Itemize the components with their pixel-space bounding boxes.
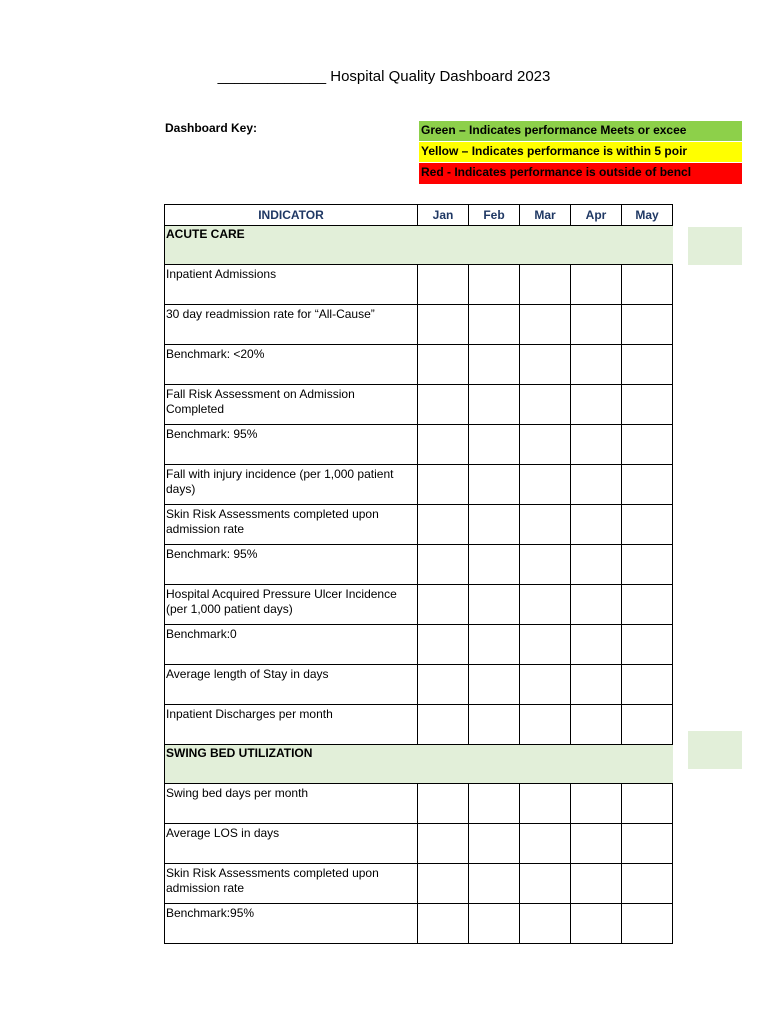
key-green: Green – Indicates performance Meets or excee — [419, 121, 742, 141]
month-cell-feb[interactable] — [469, 465, 520, 505]
dashboard-key-label: Dashboard Key: — [165, 121, 258, 135]
month-cell-may[interactable] — [622, 465, 673, 505]
quality-dashboard-table — [164, 204, 673, 944]
indicator-cell: Inpatient Discharges per month — [165, 705, 418, 745]
month-cell-jan[interactable] — [418, 904, 469, 944]
month-cell-jan[interactable] — [418, 305, 469, 345]
month-cell-jan[interactable] — [418, 545, 469, 585]
month-cell-feb[interactable] — [469, 585, 520, 625]
table-row — [165, 784, 673, 824]
month-cell-may[interactable] — [622, 665, 673, 705]
header-may: May — [622, 205, 673, 226]
table-row — [165, 465, 673, 505]
month-cell-mar[interactable] — [520, 625, 571, 665]
month-cell-apr[interactable] — [571, 585, 622, 625]
indicator-cell: Benchmark: 95% — [165, 545, 418, 585]
indicator-cell: Hospital Acquired Pressure Ulcer Incidence (per 1,000 patient days) — [165, 585, 418, 625]
table-row — [165, 904, 673, 944]
section-band-extension — [688, 731, 742, 769]
indicator-cell: Inpatient Admissions — [165, 265, 418, 305]
indicator-cell: Average LOS in days — [165, 824, 418, 864]
table-row — [165, 505, 673, 545]
indicator-cell: Skin Risk Assessments completed upon admission rate — [165, 864, 418, 904]
month-cell-apr[interactable] — [571, 345, 622, 385]
month-cell-jan[interactable] — [418, 465, 469, 505]
title-text: Hospital Quality Dashboard 2023 — [330, 68, 551, 85]
month-cell-mar[interactable] — [520, 665, 571, 705]
header-mar: Mar — [520, 205, 571, 226]
month-cell-jan[interactable] — [418, 265, 469, 305]
month-cell-may[interactable] — [622, 824, 673, 864]
month-cell-may[interactable] — [622, 265, 673, 305]
month-cell-apr[interactable] — [571, 784, 622, 824]
month-cell-jan[interactable] — [418, 345, 469, 385]
month-cell-mar[interactable] — [520, 784, 571, 824]
month-cell-apr[interactable] — [571, 425, 622, 465]
month-cell-may[interactable] — [622, 625, 673, 665]
table-row — [165, 585, 673, 625]
month-cell-apr[interactable] — [571, 824, 622, 864]
table-row — [165, 625, 673, 665]
header-indicator: INDICATOR — [165, 205, 418, 226]
indicator-cell: Skin Risk Assessments completed upon admission rate — [165, 505, 418, 545]
table-row — [165, 385, 673, 425]
month-cell-may[interactable] — [622, 585, 673, 625]
month-cell-apr[interactable] — [571, 904, 622, 944]
month-cell-feb[interactable] — [469, 705, 520, 745]
table-row — [165, 265, 673, 305]
month-cell-mar[interactable] — [520, 465, 571, 505]
month-cell-mar[interactable] — [520, 705, 571, 745]
month-cell-feb[interactable] — [469, 625, 520, 665]
month-cell-mar[interactable] — [520, 425, 571, 465]
month-cell-apr[interactable] — [571, 505, 622, 545]
month-cell-jan[interactable] — [418, 385, 469, 425]
month-cell-apr[interactable] — [571, 265, 622, 305]
indicator-cell: Benchmark:95% — [165, 904, 418, 944]
table-row — [165, 345, 673, 385]
indicator-cell: Fall Risk Assessment on Admission Completed — [165, 385, 418, 425]
month-cell-may[interactable] — [622, 345, 673, 385]
page-title — [0, 68, 768, 85]
section-title: SWING BED UTILIZATION — [165, 745, 673, 784]
month-cell-jan[interactable] — [418, 864, 469, 904]
month-cell-apr[interactable] — [571, 465, 622, 505]
header-feb: Feb — [469, 205, 520, 226]
section-title: ACUTE CARE — [165, 226, 673, 265]
month-cell-may[interactable] — [622, 864, 673, 904]
month-cell-jan[interactable] — [418, 824, 469, 864]
month-cell-jan[interactable] — [418, 705, 469, 745]
month-cell-feb[interactable] — [469, 864, 520, 904]
month-cell-may[interactable] — [622, 505, 673, 545]
title-blank: _____________ — [217, 68, 327, 85]
header-jan: Jan — [418, 205, 469, 226]
month-cell-apr[interactable] — [571, 545, 622, 585]
table-row — [165, 705, 673, 745]
month-cell-mar[interactable] — [520, 265, 571, 305]
indicator-cell: Swing bed days per month — [165, 784, 418, 824]
month-cell-feb[interactable] — [469, 265, 520, 305]
key-red: Red - Indicates performance is outside of bencl — [419, 163, 742, 184]
month-cell-jan[interactable] — [418, 784, 469, 824]
month-cell-feb[interactable] — [469, 305, 520, 345]
month-cell-mar[interactable] — [520, 345, 571, 385]
month-cell-feb[interactable] — [469, 385, 520, 425]
month-cell-apr[interactable] — [571, 305, 622, 345]
table-row — [165, 864, 673, 904]
month-cell-apr[interactable] — [571, 705, 622, 745]
month-cell-mar[interactable] — [520, 585, 571, 625]
indicator-cell: Benchmark:0 — [165, 625, 418, 665]
month-cell-may[interactable] — [622, 904, 673, 944]
month-cell-apr[interactable] — [571, 385, 622, 425]
month-cell-feb[interactable] — [469, 505, 520, 545]
indicator-cell: Fall with injury incidence (per 1,000 patient days) — [165, 465, 418, 505]
month-cell-feb[interactable] — [469, 665, 520, 705]
section-row — [165, 745, 673, 784]
table-row — [165, 305, 673, 345]
month-cell-feb[interactable] — [469, 425, 520, 465]
month-cell-jan[interactable] — [418, 625, 469, 665]
month-cell-apr[interactable] — [571, 665, 622, 705]
key-yellow: Yellow – Indicates performance is within 5 poir — [419, 142, 742, 162]
indicator-cell: Benchmark: <20% — [165, 345, 418, 385]
month-cell-may[interactable] — [622, 784, 673, 824]
month-cell-jan[interactable] — [418, 665, 469, 705]
month-cell-jan[interactable] — [418, 505, 469, 545]
section-row — [165, 226, 673, 265]
indicator-cell: Benchmark: 95% — [165, 425, 418, 465]
table-row — [165, 665, 673, 705]
indicator-cell: 30 day readmission rate for “All-Cause” — [165, 305, 418, 345]
month-cell-may[interactable] — [622, 705, 673, 745]
month-cell-feb[interactable] — [469, 345, 520, 385]
table-row — [165, 824, 673, 864]
month-cell-may[interactable] — [622, 385, 673, 425]
month-cell-may[interactable] — [622, 425, 673, 465]
month-cell-mar[interactable] — [520, 904, 571, 944]
month-cell-apr[interactable] — [571, 864, 622, 904]
month-cell-mar[interactable] — [520, 505, 571, 545]
month-cell-may[interactable] — [622, 305, 673, 345]
section-band-extension — [688, 227, 742, 265]
month-cell-feb[interactable] — [469, 784, 520, 824]
month-cell-mar[interactable] — [520, 385, 571, 425]
month-cell-jan[interactable] — [418, 425, 469, 465]
month-cell-feb[interactable] — [469, 824, 520, 864]
month-cell-mar[interactable] — [520, 305, 571, 345]
month-cell-mar[interactable] — [520, 824, 571, 864]
month-cell-may[interactable] — [622, 545, 673, 585]
month-cell-feb[interactable] — [469, 545, 520, 585]
table-row — [165, 545, 673, 585]
header-apr: Apr — [571, 205, 622, 226]
table-row — [165, 425, 673, 465]
indicator-cell: Average length of Stay in days — [165, 665, 418, 705]
header-row — [165, 205, 673, 226]
month-cell-apr[interactable] — [571, 625, 622, 665]
month-cell-mar[interactable] — [520, 864, 571, 904]
month-cell-mar[interactable] — [520, 545, 571, 585]
month-cell-feb[interactable] — [469, 904, 520, 944]
month-cell-jan[interactable] — [418, 585, 469, 625]
